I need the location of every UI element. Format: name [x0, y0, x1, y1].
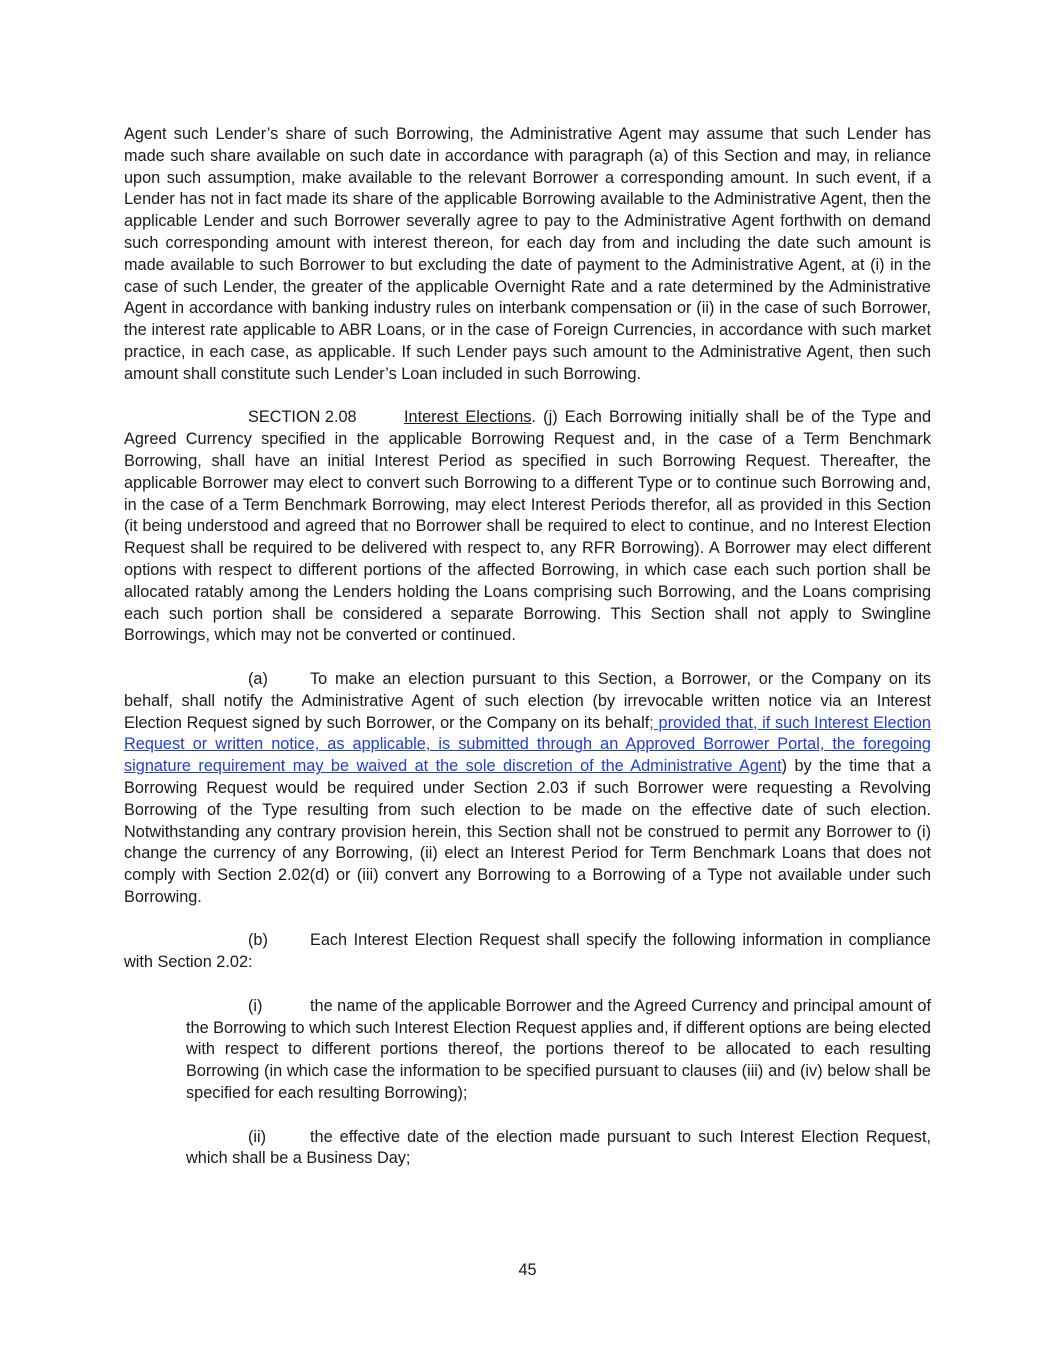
intro-paragraph: Agent such Lender’s share of such Borrowing, the Administrative Agent may assume that such Lender has made such share available on such date in accordance with paragraph (a) of this Section and may, in reliance upon such assumption, make available to the relevant Borrower a corresponding amount. In such event, if a Lender has not in fact made its share of the applicable Borrowing available to the Administrative Agent, then the applicable Lender and such Borrower severally agree to pay to the Administrative Agent forthwith on demand such corresponding amount with interest thereon, for each day from and including the date such amount is made available to such Borrower to but excluding the date of payment to the Administrative Agent, at (i) in the case of such Lender, the greater of the applicable Overnight Rate and a rate determined by the Administrative Agent in accordance with banking industry rules on interbank compensation or (ii) in the case of such Borrower, the interest rate applicable to ABR Loans, or in the case of Foreign Currencies, in accordance with such market practice, in each case, as applicable. If such Lender pays such amount to the Administrative Agent, then such amount shall constitute such Lender’s Loan included in such Borrowing. [124, 125, 931, 383]
clause-b-paragraph [124, 930, 931, 974]
clause-ii-label: (ii) [248, 1127, 267, 1146]
clause-ii-text: the effective date of the election made pursuant to such Interest Election Request, which shall be a Business Day; [186, 1127, 931, 1168]
inserted-proviso-link[interactable]: ; provided that, if such Interest Election Request or written notice, as applicable, is submitted through an Approved Borrower Portal, the foregoing signature requirement may be waived at the sole discretion of the Administrative Agent [124, 713, 931, 776]
document-page [124, 124, 931, 1170]
clause-b-label: (b) [248, 931, 268, 950]
clause-b-text: Each Interest Election Request shall specify the following information in compliance with Section 2.02: [124, 931, 931, 972]
clause-a-label: (a) [248, 669, 268, 688]
clause-a-text-1: To make an election pursuant to this Section, a Borrower, or the Company on its behalf, shall notify the Administrative Agent of such election (by irrevocable written notice via an Interest Election Request signed by such Borrower, or the Company on its behalf [124, 669, 931, 732]
clause-i-label: (i) [248, 996, 263, 1015]
page-number: 45 [518, 1261, 537, 1279]
clause-a-paragraph [124, 669, 931, 909]
clause-ii-paragraph [186, 1127, 931, 1171]
clause-i-paragraph [186, 996, 931, 1105]
clause-i-text: the name of the applicable Borrower and the Agreed Currency and principal amount of the Borrowing to which such Interest Election Request applies and, if different options are being elected with respect to different portions thereof, the portions thereof to be allocated to each resulting Borrowing (in which case the information to be specified pursuant to clauses (iii) and (iv) below shall be specified for each resulting Borrowing); [186, 996, 931, 1103]
section-number: SECTION 2.08 [248, 408, 357, 427]
section-body: . (j) Each Borrowing initially shall be of the Type and Agreed Currency specified in the applicable Borrowing Request and, in the case of a Term Benchmark Borrowing, shall have an initial Interest Period as specified in such Borrowing Request. Thereafter, the applicable Borrower may elect to convert such Borrowing to a different Type or to continue such Borrowing and, in the case of a Term Benchmark Borrowing, may elect Interest Periods therefor, all as provided in this Section (it being understood and agreed that no Borrower shall be required to elect to continue, and no Interest Election Request shall be required to be delivered with respect to, any RFR Borrowing). A Borrower may elect different options with respect to different portions of the affected Borrowing, in which case each such portion shall be allocated ratably among the Lenders holding the Loans comprising such Borrowing, and the Loans comprising each such portion shall be considered a separate Borrowing. This Section shall not apply to Swingline Borrowings, which may not be converted or continued. [124, 408, 931, 645]
section-2-08-paragraph [124, 407, 931, 647]
section-title: Interest Elections [404, 408, 532, 427]
clause-a-text-2: ) by the time that a Borrowing Request would be required under Section 2.03 if such Borrower were requesting a Revolving Borrowing of the Type resulting from such election to be made on the effective date of such election. Notwithstanding any contrary provision herein, this Section shall not be construed to permit any Borrower to (i) change the currency of any Borrowing, (ii) elect an Interest Period for Term Benchmark Loans that does not comply with Section 2.02(d) or (iii) convert any Borrowing to a Borrowing of a Type not available under such Borrowing. [124, 757, 931, 906]
